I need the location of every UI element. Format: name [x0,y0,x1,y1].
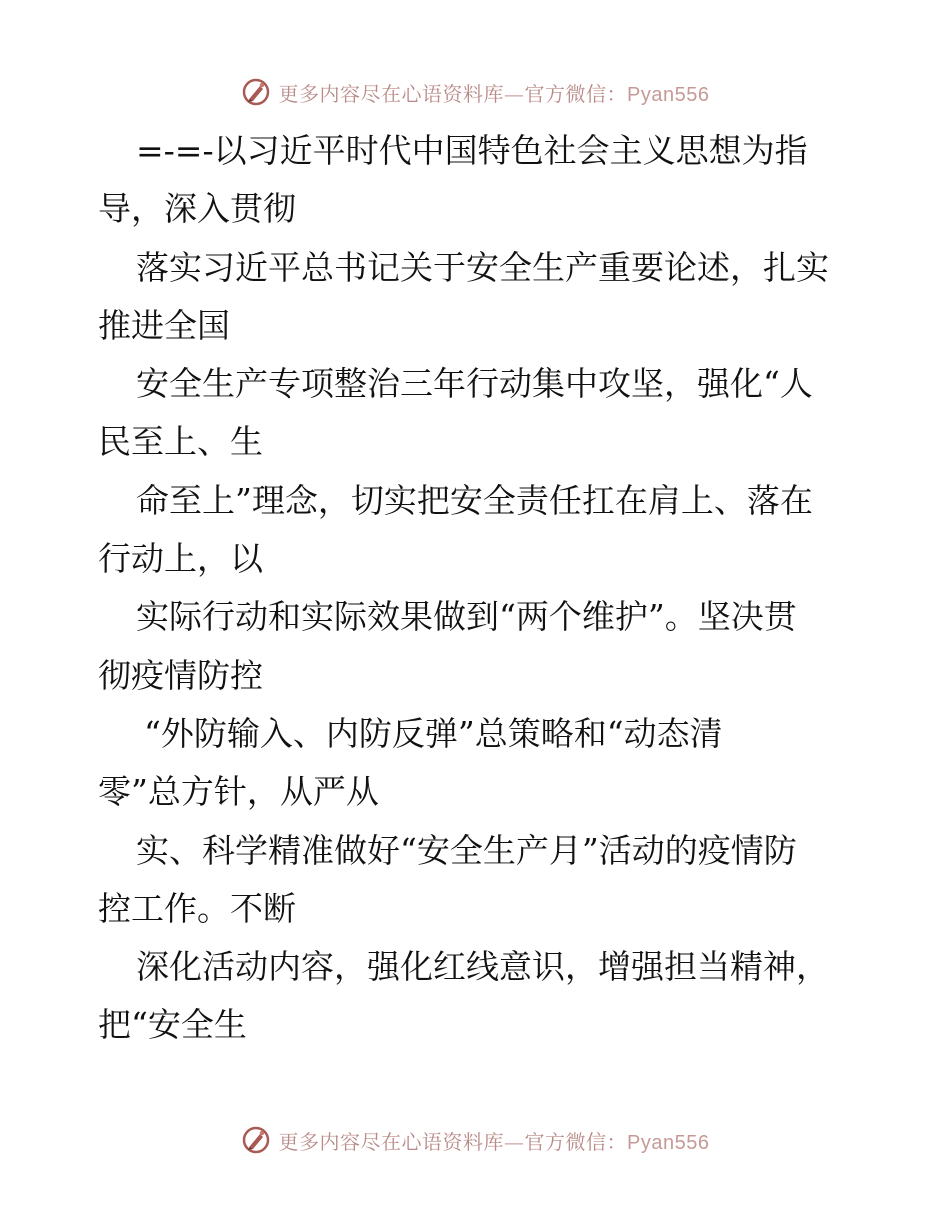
footer-wechat-id: Pyan556 [627,1131,710,1154]
body-line: 导，深入贯彻 [98,189,296,229]
footer-watermark [0,1120,950,1160]
body-line: 行动上，以 [98,539,263,579]
body-line: 落实习近平总书记关于安全生产重要论述，扎实 [136,247,829,287]
pen-circle-logo-icon [241,1125,271,1155]
body-line: 控工作。不断 [98,888,296,928]
header-text [279,78,710,107]
body-line: 民至上、生 [98,422,263,462]
header-wechat-label: 官方微信： [524,81,628,106]
header-wechat-id: Pyan556 [627,83,710,106]
header-main-text: 更多内容尽在心语资料库 [278,81,505,106]
footer-dash: — [504,1129,525,1154]
body-line: =-=-以习近平时代中国特色社会主义思想为指 [136,131,808,170]
body-line: 命至上”理念，切实把安全责任扛在肩上、落在 [136,480,813,520]
body-line: 深化活动内容，强化红线意识，增强担当精神， [136,947,829,987]
footer-wechat-label: 官方微信： [524,1129,628,1154]
body-line: “外防输入、内防反弹”总策略和“动态清 [144,713,723,753]
body-line: 实、科学精准做好“安全生产月”活动的疫情防 [136,830,797,870]
body-line: 零”总方针，从严从 [98,772,379,812]
document-body [98,122,868,1055]
body-line: 实际行动和实际效果做到“两个维护”。坚决贯 [136,597,797,637]
footer-main-text: 更多内容尽在心语资料库 [278,1129,505,1154]
header-watermark [0,72,950,112]
footer-text [279,1126,710,1155]
body-line: 把“安全生 [98,1005,247,1045]
pen-circle-logo-icon [241,77,271,107]
body-line: 推进全国 [98,305,230,345]
body-line: 彻疫情防控 [98,655,263,695]
body-line: 安全生产专项整治三年行动集中攻坚，强化“人 [136,364,813,404]
header-dash: — [504,81,525,106]
